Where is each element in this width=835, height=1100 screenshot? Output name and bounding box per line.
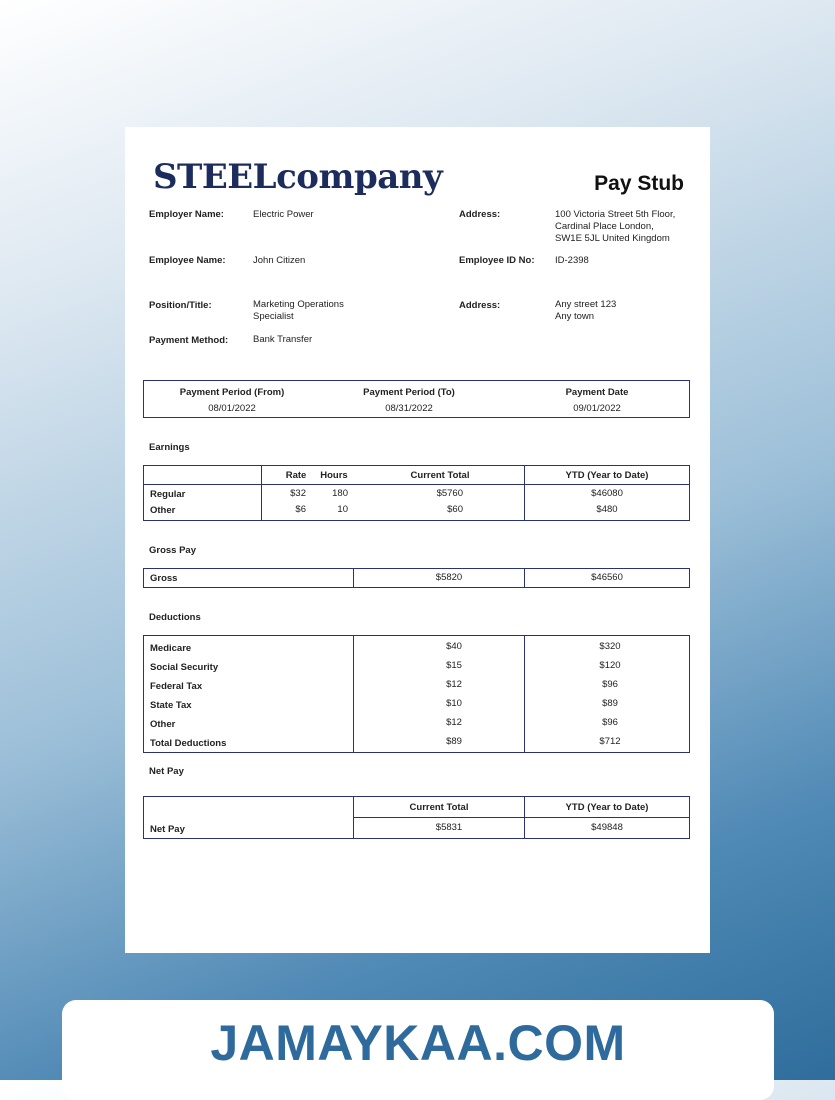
gross-current: $5820 — [435, 572, 463, 583]
deduction-label: Social Security — [150, 662, 219, 673]
earnings-row-current: $60 — [447, 504, 463, 515]
deduction-current: $10 — [446, 698, 462, 709]
employer-address-label: Address: — [459, 209, 501, 220]
net-ytd-header: YTD (Year to Date) — [565, 802, 649, 813]
employer-address-line: 100 Victoria Street 5th Floor, — [555, 209, 676, 220]
employer-address-line: SW1E 5JL United Kingdom — [555, 233, 670, 244]
deduction-current: $15 — [446, 660, 462, 671]
employer-address-line: Cardinal Place London, — [555, 221, 654, 232]
earnings-heading: Earnings — [149, 442, 190, 453]
deduction-current: $12 — [446, 679, 462, 690]
deduction-ytd: $120 — [599, 660, 621, 671]
period-from-label: Payment Period (From) — [179, 387, 285, 398]
earnings-row-hours: 10 — [337, 504, 348, 515]
employee-address-line: Any street 123 — [555, 299, 617, 310]
deduction-ytd: $96 — [602, 717, 618, 728]
period-to: 08/31/2022 — [385, 403, 433, 414]
deduction-ytd: $320 — [599, 641, 621, 652]
deduction-current: $89 — [446, 736, 462, 747]
earnings-row-current: $5760 — [436, 488, 463, 499]
employee-id-label: Employee ID No: — [459, 255, 535, 266]
employee-address-label: Address: — [459, 300, 501, 311]
deduction-ytd: $89 — [602, 698, 618, 709]
earnings-row-ytd: $46080 — [591, 488, 623, 499]
position-label: Position/Title: — [149, 300, 212, 311]
company-logo: STEELcompany — [153, 157, 443, 197]
deduction-ytd: $96 — [602, 679, 618, 690]
payment-date: 09/01/2022 — [573, 403, 621, 414]
position-line: Specialist — [253, 311, 294, 322]
position-title — [253, 299, 344, 323]
earnings-row-label: Other — [150, 505, 176, 516]
period-to-label: Payment Period (To) — [363, 387, 455, 398]
employer-name-label: Employer Name: — [149, 209, 224, 220]
hours-header: Hours — [320, 470, 348, 481]
payment-date-label: Payment Date — [565, 387, 629, 398]
gross-label: Gross — [150, 573, 178, 584]
gross-pay-heading: Gross Pay — [149, 545, 196, 556]
gross-pay-table — [143, 568, 690, 588]
employee-address-line: Any town — [555, 311, 595, 322]
employee-name-label: Employee Name: — [149, 255, 226, 266]
payment-method-label: Payment Method: — [149, 335, 229, 346]
earnings-row-rate: $6 — [295, 504, 306, 515]
page-title: Pay Stub — [594, 172, 684, 195]
current-total-header: Current Total — [410, 470, 470, 481]
deductions-table — [143, 635, 690, 753]
net-current-header: Current Total — [409, 802, 469, 813]
deduction-current: $12 — [446, 717, 462, 728]
pay-stub-page — [125, 127, 710, 953]
payment-method: Bank Transfer — [253, 334, 313, 345]
employer-name: Electric Power — [253, 209, 314, 220]
payment-period-box — [143, 380, 690, 418]
earnings-row-rate: $32 — [290, 488, 306, 499]
net-ytd: $49848 — [591, 822, 623, 833]
net-pay-table — [143, 796, 690, 839]
earnings-row-label: Regular — [150, 489, 186, 500]
deduction-label: State Tax — [150, 700, 192, 711]
earnings-row-hours: 180 — [332, 488, 348, 499]
employee-id: ID-2398 — [555, 255, 589, 266]
deduction-current: $40 — [446, 641, 462, 652]
employee-name: John Citizen — [253, 255, 306, 266]
gross-ytd: $46560 — [591, 572, 623, 583]
ytd-header: YTD (Year to Date) — [565, 470, 649, 481]
period-from: 08/01/2022 — [208, 403, 256, 414]
net-current: $5831 — [435, 822, 463, 833]
watermark-text: JAMAYKAA.COM — [210, 1015, 626, 1071]
deductions-heading: Deductions — [149, 612, 201, 623]
net-pay-label: Net Pay — [150, 824, 185, 835]
deduction-label: Medicare — [150, 643, 192, 654]
watermark-banner — [62, 1000, 774, 1100]
rate-header: Rate — [285, 470, 307, 481]
earnings-row-ytd: $480 — [596, 504, 618, 515]
earnings-table — [143, 465, 690, 521]
deduction-label: Federal Tax — [150, 681, 203, 692]
deduction-ytd: $712 — [599, 736, 621, 747]
position-line: Marketing Operations — [253, 299, 344, 310]
net-pay-heading: Net Pay — [149, 766, 184, 777]
employer-address — [555, 209, 675, 245]
deduction-label: Other — [150, 719, 176, 730]
deduction-label: Total Deductions — [150, 738, 227, 749]
employee-address — [555, 299, 616, 323]
